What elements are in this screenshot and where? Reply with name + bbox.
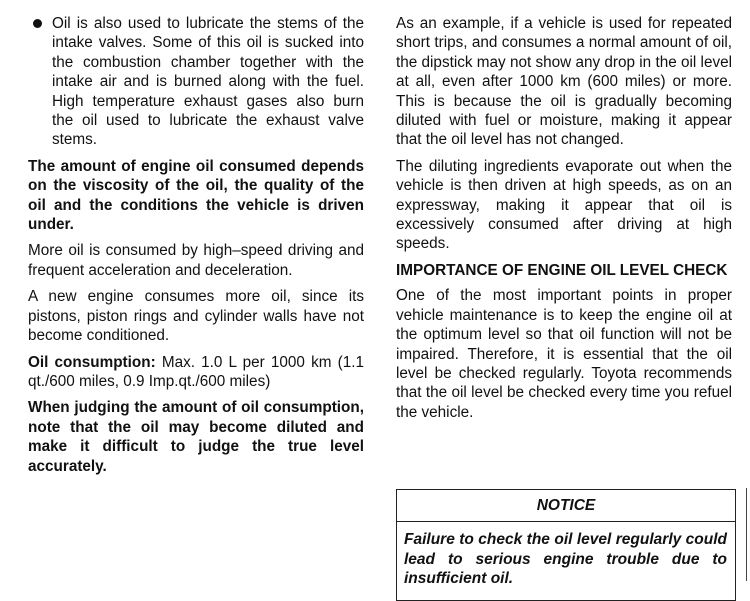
oil-consumption-value: Max. 1.0 L per 1000 km (1.1 qt./600 miles, 0.9 Imp.qt./600 miles) bbox=[28, 353, 364, 390]
judging-note-paragraph: When judging the amount of oil consumption, note that the oil may become diluted and make it difficult to judge the true level accurately. bbox=[28, 399, 364, 475]
bullet-dot-icon bbox=[33, 19, 42, 28]
example-paragraph: As an example, if a vehicle is used for repeated short trips, and consumes a normal amount of oil, the dipstick may not show any drop in the oil level at all, even after 1000 km (600 miles) or more. This is because the oil is gradually becoming diluted with fuel or moisture, making it appear that the oil level has not changed. bbox=[396, 15, 732, 149]
bullet-item bbox=[28, 14, 364, 150]
new-engine-paragraph: A new engine consumes more oil, since its pistons, piston rings and cylinder walls have not become conditioned. bbox=[28, 288, 364, 345]
diluting-paragraph: The diluting ingredients evaporate out when the vehicle is then driven at high speeds, as on an expressway, making it appear that oil is excessively consumed after driving at high speeds. bbox=[396, 157, 732, 253]
consumption-factors-paragraph: The amount of engine oil consumed depends on the viscosity of the oil, the quality of the oil and the conditions the vehicle is driven under. bbox=[28, 157, 364, 234]
notice-body: Failure to check the oil level regularly could lead to serious engine trouble due to insufficient oil. bbox=[404, 531, 727, 588]
section-heading: IMPORTANCE OF ENGINE OIL LEVEL CHECK bbox=[396, 261, 728, 279]
right-column bbox=[396, 14, 732, 429]
high-speed-paragraph: More oil is consumed by high–speed driving and frequent acceleration and deceleration. bbox=[28, 242, 364, 279]
left-column bbox=[28, 14, 364, 483]
notice-box bbox=[396, 489, 736, 601]
bullet-text: Oil is also used to lubricate the stems of the intake valves. Some of this oil is sucked into the combustion chamber together with the intake air and is burned along with the fuel. High temperature exhaust gases also burn the oil used to lubricate the exhaust valve stems. bbox=[52, 15, 364, 149]
page-edge-divider bbox=[746, 488, 749, 581]
oil-consumption-label: Oil consumption: bbox=[28, 353, 156, 371]
importance-paragraph: One of the most important points in proper vehicle maintenance is to keep the engine oil at the optimum level so that oil function will not be impaired. Therefore, it is essential that the oil level be checked regularly. Toyota recommends that the oil level be checked every time you refuel the vehicle. bbox=[396, 287, 732, 421]
notice-title: NOTICE bbox=[397, 490, 735, 522]
oil-consumption-spec bbox=[28, 353, 364, 392]
